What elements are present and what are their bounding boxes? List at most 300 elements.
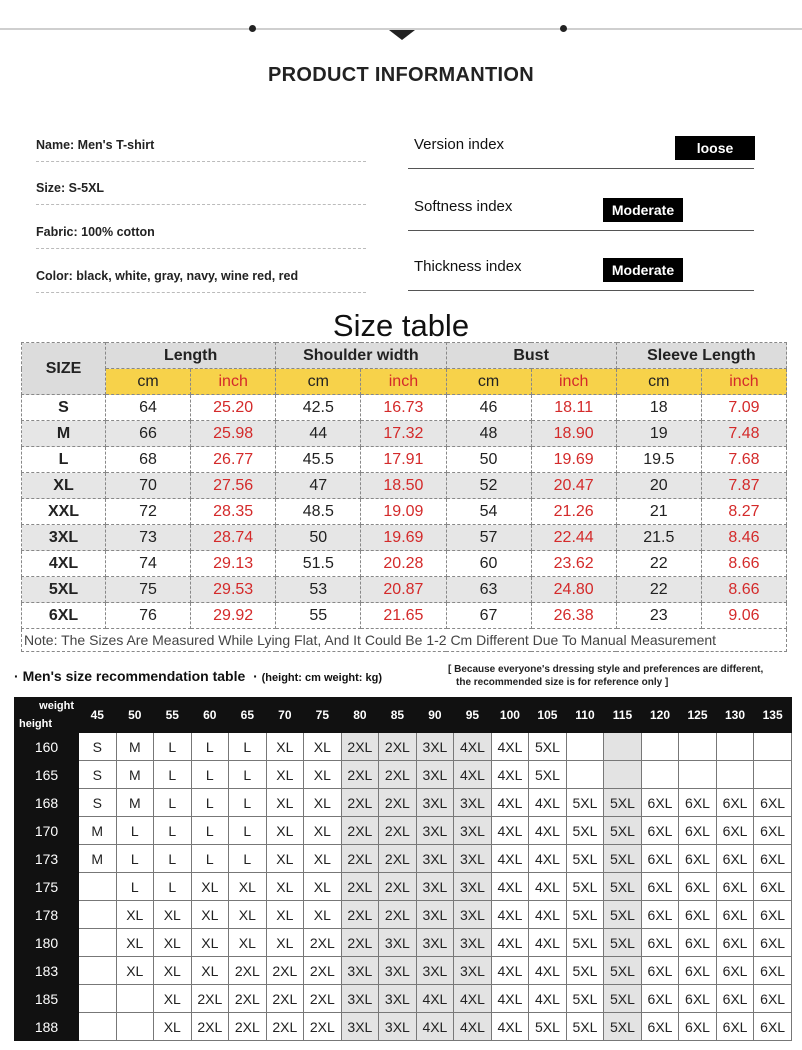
recommended-size-cell: 6XL — [716, 873, 754, 901]
weight-header-cell: 115 — [604, 698, 642, 733]
recommended-size-cell: 4XL — [491, 901, 529, 929]
recommended-size-cell: 3XL — [454, 845, 492, 873]
cm-value-cell: 19.5 — [616, 447, 701, 473]
inch-value-cell: 25.20 — [191, 395, 276, 421]
recommended-size-cell: L — [154, 733, 192, 761]
cm-value-cell: 72 — [106, 499, 191, 525]
recommended-size-cell: 5XL — [566, 817, 604, 845]
info-fabric: Fabric: 100% cotton — [36, 225, 366, 249]
recommended-size-cell — [679, 761, 717, 789]
recommended-size-cell: 3XL — [454, 817, 492, 845]
recommended-size-cell: 6XL — [754, 1013, 792, 1041]
size-table — [21, 342, 787, 652]
recommended-size-cell: 4XL — [491, 817, 529, 845]
recommendation-note — [448, 663, 763, 689]
size-row — [22, 603, 787, 629]
recommended-size-cell: L — [116, 873, 154, 901]
inch-value-cell: 21.65 — [361, 603, 446, 629]
weight-header-cell: 50 — [116, 698, 154, 733]
recommendation-row — [15, 733, 792, 761]
inch-value-cell: 29.92 — [191, 603, 276, 629]
inch-value-cell: 7.09 — [701, 395, 786, 421]
divider-dot-right — [560, 25, 567, 32]
inch-value-cell: 20.47 — [531, 473, 616, 499]
cm-value-cell: 51.5 — [276, 551, 361, 577]
size-label-cell: 5XL — [22, 577, 106, 603]
recommendation-row — [15, 845, 792, 873]
recommended-size-cell: XL — [266, 789, 304, 817]
inch-value-cell: 18.50 — [361, 473, 446, 499]
recommended-size-cell: XL — [191, 901, 229, 929]
recommended-size-cell: XL — [304, 873, 342, 901]
recommended-size-cell: 2XL — [341, 845, 379, 873]
height-header-cell: 175 — [15, 873, 79, 901]
recommended-size-cell: 5XL — [566, 929, 604, 957]
recommended-size-cell: 2XL — [341, 929, 379, 957]
recommended-size-cell: 6XL — [679, 845, 717, 873]
recommendation-row — [15, 817, 792, 845]
recommended-size-cell: 6XL — [641, 873, 679, 901]
recommended-size-cell: 2XL — [379, 873, 417, 901]
recommended-size-cell: 2XL — [379, 789, 417, 817]
recommended-size-cell: 3XL — [416, 957, 454, 985]
recommended-size-cell: 6XL — [679, 873, 717, 901]
recommended-size-cell: 6XL — [754, 789, 792, 817]
size-label-cell: M — [22, 421, 106, 447]
recommended-size-cell: 5XL — [566, 1013, 604, 1041]
inch-value-cell: 20.28 — [361, 551, 446, 577]
recommended-size-cell: XL — [266, 901, 304, 929]
recommended-size-cell: XL — [191, 873, 229, 901]
weight-header-cell: 95 — [454, 698, 492, 733]
recommended-size-cell: 5XL — [529, 761, 567, 789]
recommended-size-cell: XL — [154, 985, 192, 1013]
unit-cm: cm — [616, 369, 701, 395]
recommendation-table — [14, 697, 792, 1041]
recommended-size-cell: 4XL — [491, 985, 529, 1013]
weight-header-cell: 120 — [641, 698, 679, 733]
recommended-size-cell: 4XL — [416, 985, 454, 1013]
cm-value-cell: 21.5 — [616, 525, 701, 551]
recommended-size-cell: 3XL — [416, 845, 454, 873]
cm-value-cell: 48.5 — [276, 499, 361, 525]
recommended-size-cell: 6XL — [754, 873, 792, 901]
cm-value-cell: 47 — [276, 473, 361, 499]
recommended-size-cell: 5XL — [566, 789, 604, 817]
weight-header-cell: 110 — [566, 698, 604, 733]
size-label-cell: S — [22, 395, 106, 421]
recommended-size-cell: 3XL — [341, 1013, 379, 1041]
size-header: SIZE — [22, 343, 106, 395]
recommended-size-cell: 6XL — [716, 985, 754, 1013]
recommended-size-cell: 3XL — [416, 901, 454, 929]
recommended-size-cell: XL — [154, 901, 192, 929]
weight-header-cell: 130 — [716, 698, 754, 733]
cm-value-cell: 55 — [276, 603, 361, 629]
unit-cm: cm — [446, 369, 531, 395]
recommended-size-cell: 2XL — [341, 733, 379, 761]
inch-value-cell: 28.74 — [191, 525, 276, 551]
inch-value-cell: 8.46 — [701, 525, 786, 551]
inch-value-cell: 22.44 — [531, 525, 616, 551]
cm-value-cell: 67 — [446, 603, 531, 629]
size-label-cell: 6XL — [22, 603, 106, 629]
size-label-cell: XL — [22, 473, 106, 499]
weight-header-cell: 65 — [229, 698, 267, 733]
group-shoulder-width: Shoulder width — [276, 343, 446, 369]
recommended-size-cell: 6XL — [754, 957, 792, 985]
size-row — [22, 577, 787, 603]
height-header-cell: 173 — [15, 845, 79, 873]
size-row — [22, 551, 787, 577]
unit-inch: inch — [701, 369, 786, 395]
unit-inch: inch — [361, 369, 446, 395]
recommended-size-cell: XL — [266, 761, 304, 789]
cm-value-cell: 57 — [446, 525, 531, 551]
recommended-size-cell: 4XL — [454, 733, 492, 761]
recommended-size-cell: 3XL — [341, 985, 379, 1013]
recommended-size-cell: 6XL — [641, 789, 679, 817]
recommendation-row — [15, 901, 792, 929]
recommended-size-cell: 4XL — [491, 761, 529, 789]
divider-dot-left — [249, 25, 256, 32]
cm-value-cell: 68 — [106, 447, 191, 473]
recommended-size-cell: L — [229, 761, 267, 789]
cm-value-cell: 52 — [446, 473, 531, 499]
recommended-size-cell: L — [191, 817, 229, 845]
recommended-size-cell: 2XL — [191, 985, 229, 1013]
inch-value-cell: 20.87 — [361, 577, 446, 603]
thickness-index-label: Thickness index — [414, 258, 522, 275]
recommended-size-cell: 5XL — [604, 901, 642, 929]
weight-header-cell: 85 — [379, 698, 417, 733]
recommended-size-cell: 4XL — [454, 761, 492, 789]
inch-value-cell: 8.27 — [701, 499, 786, 525]
recommended-size-cell: 3XL — [341, 957, 379, 985]
recommended-size-cell: 5XL — [604, 873, 642, 901]
recommended-size-cell: 6XL — [641, 845, 679, 873]
recommended-size-cell: XL — [154, 929, 192, 957]
recommended-size-cell: 6XL — [754, 985, 792, 1013]
size-row — [22, 421, 787, 447]
recommended-size-cell: 6XL — [679, 789, 717, 817]
cm-value-cell: 19 — [616, 421, 701, 447]
inch-value-cell: 27.56 — [191, 473, 276, 499]
recommended-size-cell: 6XL — [679, 817, 717, 845]
recommended-size-cell: 3XL — [379, 985, 417, 1013]
recommended-size-cell — [79, 985, 117, 1013]
recommended-size-cell: XL — [116, 957, 154, 985]
thickness-index-badge: Moderate — [603, 258, 683, 282]
recommended-size-cell: 6XL — [641, 901, 679, 929]
inch-value-cell: 29.13 — [191, 551, 276, 577]
unit-inch: inch — [191, 369, 276, 395]
recommended-size-cell: 6XL — [754, 845, 792, 873]
info-name: Name: Men's T-shirt — [36, 138, 366, 162]
recommended-size-cell: 6XL — [754, 817, 792, 845]
weight-header-cell: 75 — [304, 698, 342, 733]
group-sleeve-length: Sleeve Length — [616, 343, 786, 369]
recommended-size-cell: 3XL — [454, 901, 492, 929]
recommended-size-cell — [79, 901, 117, 929]
recommended-size-cell: 4XL — [529, 985, 567, 1013]
recommended-size-cell: 6XL — [679, 1013, 717, 1041]
cm-value-cell: 74 — [106, 551, 191, 577]
recommended-size-cell: 6XL — [716, 957, 754, 985]
height-header-cell: 160 — [15, 733, 79, 761]
recommended-size-cell: 4XL — [491, 845, 529, 873]
recommendation-subtitle: (height: cm weight: kg) — [261, 672, 383, 684]
height-header-cell: 180 — [15, 929, 79, 957]
recommended-size-cell — [79, 929, 117, 957]
recommended-size-cell: 5XL — [566, 901, 604, 929]
recommended-size-cell: S — [79, 761, 117, 789]
recommended-size-cell: 5XL — [566, 985, 604, 1013]
recommendation-row — [15, 957, 792, 985]
recommended-size-cell: 5XL — [604, 845, 642, 873]
cm-value-cell: 64 — [106, 395, 191, 421]
recommended-size-cell — [566, 761, 604, 789]
recommended-size-cell: L — [191, 845, 229, 873]
recommended-size-cell — [679, 733, 717, 761]
recommended-size-cell: 4XL — [454, 985, 492, 1013]
inch-value-cell: 28.35 — [191, 499, 276, 525]
inch-value-cell: 19.09 — [361, 499, 446, 525]
recommended-size-cell: 4XL — [491, 957, 529, 985]
weight-header-cell: 135 — [754, 698, 792, 733]
recommended-size-cell: 4XL — [491, 929, 529, 957]
recommended-size-cell: 4XL — [491, 789, 529, 817]
recommended-size-cell: L — [191, 761, 229, 789]
cm-value-cell: 63 — [446, 577, 531, 603]
recommended-size-cell: XL — [266, 733, 304, 761]
version-index-badge: loose — [675, 136, 755, 160]
inch-value-cell: 18.90 — [531, 421, 616, 447]
recommended-size-cell: L — [191, 789, 229, 817]
cm-value-cell: 21 — [616, 499, 701, 525]
recommended-size-cell: M — [116, 761, 154, 789]
recommended-size-cell: L — [229, 789, 267, 817]
cm-value-cell: 54 — [446, 499, 531, 525]
recommended-size-cell: 4XL — [529, 789, 567, 817]
recommended-size-cell: 4XL — [491, 873, 529, 901]
recommended-size-cell: 6XL — [641, 929, 679, 957]
recommended-size-cell: 5XL — [604, 789, 642, 817]
recommendation-title: Men's size recommendation table — [22, 668, 246, 684]
recommendation-row — [15, 985, 792, 1013]
recommended-size-cell: 2XL — [304, 957, 342, 985]
recommended-size-cell: 2XL — [191, 1013, 229, 1041]
recommended-size-cell: 2XL — [229, 1013, 267, 1041]
recommended-size-cell: 6XL — [679, 985, 717, 1013]
recommended-size-cell: 4XL — [529, 845, 567, 873]
recommended-size-cell: 4XL — [529, 817, 567, 845]
recommended-size-cell: XL — [304, 761, 342, 789]
recommended-size-cell: 3XL — [416, 789, 454, 817]
inch-value-cell: 18.11 — [531, 395, 616, 421]
recommendation-title-line — [14, 668, 382, 684]
recommended-size-cell: XL — [304, 817, 342, 845]
recommended-size-cell: 2XL — [379, 761, 417, 789]
version-index-label: Version index — [414, 136, 505, 153]
softness-index-badge: Moderate — [603, 198, 683, 222]
weight-header-cell: 55 — [154, 698, 192, 733]
recommended-size-cell: 2XL — [304, 1013, 342, 1041]
cm-value-cell: 53 — [276, 577, 361, 603]
inch-value-cell: 19.69 — [531, 447, 616, 473]
recommended-size-cell: 2XL — [341, 817, 379, 845]
recommended-size-cell: 3XL — [379, 929, 417, 957]
height-header-cell: 178 — [15, 901, 79, 929]
recommended-size-cell: 2XL — [341, 789, 379, 817]
group-length: Length — [106, 343, 276, 369]
height-header-cell: 168 — [15, 789, 79, 817]
corner-height-label: height — [19, 718, 52, 730]
inch-value-cell: 19.69 — [361, 525, 446, 551]
recommended-size-cell: 6XL — [754, 929, 792, 957]
recommended-size-cell: 2XL — [266, 985, 304, 1013]
recommended-size-cell: 3XL — [416, 929, 454, 957]
recommended-size-cell: XL — [266, 817, 304, 845]
recommended-size-cell: XL — [304, 789, 342, 817]
size-table-title: Size table — [332, 308, 470, 343]
recommended-size-cell: 5XL — [604, 957, 642, 985]
recommended-size-cell: 4XL — [491, 733, 529, 761]
recommended-size-cell: 2XL — [304, 985, 342, 1013]
recommended-size-cell: 5XL — [566, 873, 604, 901]
recommendation-row — [15, 761, 792, 789]
cm-value-cell: 50 — [446, 447, 531, 473]
recommended-size-cell: 6XL — [679, 901, 717, 929]
recommended-size-cell: M — [116, 733, 154, 761]
size-label-cell: 3XL — [22, 525, 106, 551]
weight-header-cell: 70 — [266, 698, 304, 733]
recommended-size-cell: 3XL — [454, 873, 492, 901]
recommended-size-cell: 5XL — [604, 817, 642, 845]
recommended-size-cell: 4XL — [491, 1013, 529, 1041]
inch-value-cell: 16.73 — [361, 395, 446, 421]
inch-value-cell: 8.66 — [701, 577, 786, 603]
cm-value-cell: 22 — [616, 577, 701, 603]
recommended-size-cell: 2XL — [341, 901, 379, 929]
recommended-size-cell: L — [229, 733, 267, 761]
recommended-size-cell: 6XL — [716, 845, 754, 873]
inch-value-cell: 7.68 — [701, 447, 786, 473]
recommended-size-cell — [754, 761, 792, 789]
info-size: Size: S-5XL — [36, 181, 366, 205]
inch-value-cell: 26.77 — [191, 447, 276, 473]
cm-value-cell: 60 — [446, 551, 531, 577]
recommended-size-cell: 3XL — [379, 957, 417, 985]
recommended-size-cell: XL — [229, 901, 267, 929]
recommended-size-cell: L — [154, 817, 192, 845]
recommended-size-cell: M — [116, 789, 154, 817]
recommended-size-cell: 3XL — [454, 789, 492, 817]
recommended-size-cell: 2XL — [229, 957, 267, 985]
recommended-size-cell: XL — [229, 873, 267, 901]
height-header-cell: 185 — [15, 985, 79, 1013]
softness-index-label: Softness index — [414, 198, 513, 215]
weight-header-cell: 100 — [491, 698, 529, 733]
recommended-size-cell: 6XL — [716, 1013, 754, 1041]
recommended-size-cell: L — [154, 761, 192, 789]
recommended-size-cell: 3XL — [454, 957, 492, 985]
recommended-size-cell — [641, 761, 679, 789]
recommended-size-cell: 2XL — [341, 761, 379, 789]
inch-value-cell: 21.26 — [531, 499, 616, 525]
recommended-size-cell: 6XL — [641, 1013, 679, 1041]
cm-value-cell: 18 — [616, 395, 701, 421]
recommended-size-cell — [79, 957, 117, 985]
cm-value-cell: 23 — [616, 603, 701, 629]
height-header-cell: 165 — [15, 761, 79, 789]
recommended-size-cell: 5XL — [604, 985, 642, 1013]
weight-header-cell: 80 — [341, 698, 379, 733]
recommended-size-cell: 2XL — [379, 733, 417, 761]
cm-value-cell: 44 — [276, 421, 361, 447]
recommended-size-cell: L — [229, 845, 267, 873]
recommended-size-cell: 3XL — [454, 929, 492, 957]
inch-value-cell: 7.87 — [701, 473, 786, 499]
recommended-size-cell: M — [79, 817, 117, 845]
recommended-size-cell: 6XL — [754, 901, 792, 929]
recommended-size-cell — [79, 1013, 117, 1041]
inch-value-cell: 24.80 — [531, 577, 616, 603]
height-header-cell: 188 — [15, 1013, 79, 1041]
cm-value-cell: 73 — [106, 525, 191, 551]
recommended-size-cell: 6XL — [641, 985, 679, 1013]
recommended-size-cell: XL — [154, 957, 192, 985]
weight-header-cell: 60 — [191, 698, 229, 733]
inch-value-cell: 29.53 — [191, 577, 276, 603]
recommended-size-cell — [79, 873, 117, 901]
recommended-size-cell — [754, 733, 792, 761]
recommended-size-cell: XL — [229, 929, 267, 957]
recommended-size-cell — [604, 761, 642, 789]
recommended-size-cell: S — [79, 789, 117, 817]
recommended-size-cell: 6XL — [641, 957, 679, 985]
recommended-size-cell: 3XL — [416, 873, 454, 901]
inch-value-cell: 7.48 — [701, 421, 786, 447]
cm-value-cell: 76 — [106, 603, 191, 629]
cm-value-cell: 75 — [106, 577, 191, 603]
group-bust: Bust — [446, 343, 616, 369]
recommendation-note-line-2: the recommended size is for reference only ] — [456, 677, 669, 688]
recommended-size-cell: 5XL — [566, 957, 604, 985]
inch-value-cell: 26.38 — [531, 603, 616, 629]
size-label-cell: 4XL — [22, 551, 106, 577]
recommendation-row — [15, 873, 792, 901]
recommended-size-cell — [716, 733, 754, 761]
recommended-size-cell: 2XL — [379, 901, 417, 929]
recommended-size-cell: 4XL — [416, 1013, 454, 1041]
recommended-size-cell: 5XL — [566, 845, 604, 873]
unit-inch: inch — [531, 369, 616, 395]
recommended-size-cell: 2XL — [379, 817, 417, 845]
recommended-size-cell: XL — [116, 929, 154, 957]
recommended-size-cell: XL — [304, 845, 342, 873]
recommended-size-cell: 4XL — [454, 1013, 492, 1041]
recommended-size-cell: 6XL — [679, 957, 717, 985]
recommended-size-cell — [604, 733, 642, 761]
recommended-size-cell: XL — [116, 901, 154, 929]
recommended-size-cell: 5XL — [604, 929, 642, 957]
cm-value-cell: 50 — [276, 525, 361, 551]
inch-value-cell: 17.91 — [361, 447, 446, 473]
recommended-size-cell — [116, 985, 154, 1013]
recommended-size-cell: L — [154, 789, 192, 817]
inch-value-cell: 23.62 — [531, 551, 616, 577]
